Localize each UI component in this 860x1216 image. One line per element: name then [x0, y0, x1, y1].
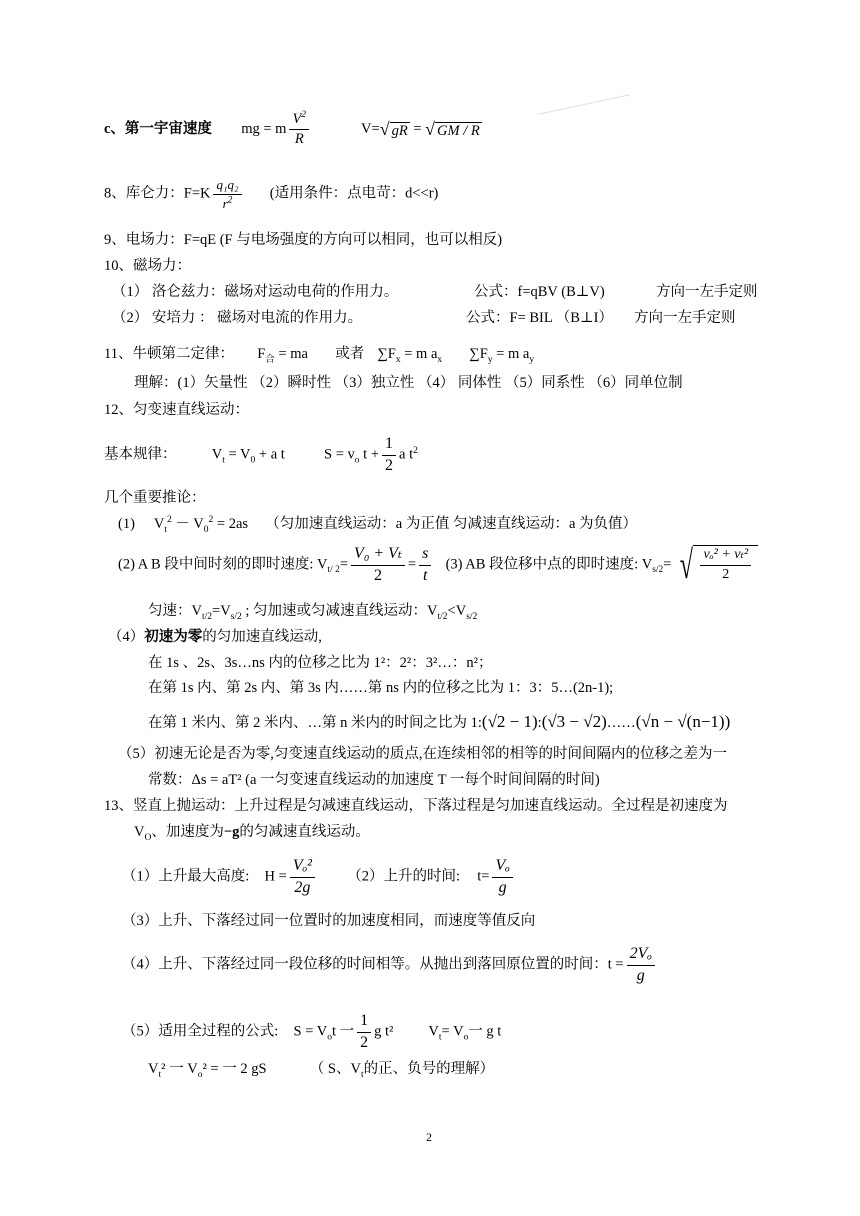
line-12: 12、匀变速直线运动： — [104, 402, 249, 418]
coulomb-label: 8、库仑力：F=K — [104, 185, 211, 202]
inference-4-3: 在第 1 米内、第 2 米内、…第 n 米内的时间之比为 1:(√2 − 1):(√3 − √2)……(√n − √(n−1)) — [148, 712, 731, 731]
sqrt-gm-r: √ GM / R — [425, 118, 480, 139]
inference-5b: 常数：Δs = aT² (a 一匀变速直线运动的加速度 T 一每个时间间隔的时间) — [148, 772, 600, 788]
inference-4-1: 在 1s 、2s、3s…ns 内的位移之比为 1²：2²：3²…：n²； — [148, 655, 493, 671]
total-time-fraction: $\frac{\text{2Vₒ}}{g}$ — [627, 946, 655, 985]
line-10: 10、磁场力： — [104, 258, 191, 274]
line-10-1: （1） 洛仑兹力：磁场对运动电荷的作用力。 — [112, 284, 399, 300]
line-13b: $V_O$、加速度为−g的匀减速直线运动。 — [134, 824, 370, 843]
line-10-2-rule: 方向一左手定则 — [634, 310, 736, 326]
line-13-1: （1）上升最大高度: H = $\frac{\text{Vₒ²}}{2g}$ （2）上升的时间: t= $\frac{\text{Vₒ}}{g}$ — [122, 858, 516, 897]
inference-2-3: (2) A B 段中间时刻的即时速度: $V_{t/ 2}=$ $\frac{\text{V₀ + Vₜ}}{2}$ = $\frac{s}{t}$ (3) AB 段位移中点的即时速度: $V_{s/2}=$ √ $\frac{\text{vₒ² + vₜ²}}{2}$ — [118, 545, 758, 585]
half-fraction-2: $\frac{1}{2}$ — [357, 1013, 371, 1052]
s-over-t: $\frac{s}{t}$ — [419, 546, 431, 585]
v-eq: V= — [361, 121, 380, 138]
mid-position-sqrt: √ $\frac{\text{vₒ² + vₜ²}}{2}$ — [671, 545, 758, 585]
line-13: 13、竖直上抛运动：上升过程是匀减速直线运动，下落过程是匀加速直线运动。全过程是初速度为 — [104, 798, 728, 814]
inference-1: (1) $V_t^2 - V_0^2 = 2as$ （匀加速直线运动：a 为正值 匀减速直线运动：a 为负值） — [118, 515, 638, 535]
equals: = — [413, 121, 422, 138]
inference-heading: 几个重要推论： — [104, 490, 206, 506]
line-13-5: （5）适用全过程的公式: $S = V_ot$ 一 $\frac{1}{2}$ g t² $V_t= V_o$一 g t — [122, 1012, 502, 1051]
basic-law-line: 基本规律： $V_t = V_0 + a$ t $S = v_o$ t + $\frac{1}{2}$ a $t^2$ — [104, 435, 418, 474]
sqrt-gr: √ gR — [379, 118, 408, 139]
coulomb-condition: (适用条件：点电苛：d<<r) — [269, 185, 439, 202]
line-9: 9、电场力：F=qE (F 与电场强度的方向可以相同，也可以相反) — [104, 232, 503, 248]
line-10-2-formula: 公式：F= BIL （B⊥I） — [466, 310, 613, 326]
inference-4: （4）初速为零的匀加速直线运动, — [108, 629, 322, 645]
first-cosmic-velocity-label: c、第一宇宙速度 — [104, 121, 212, 138]
line-10-1-rule: 方向一左手定则 — [656, 284, 758, 300]
coulomb-fraction: $\frac{\text{q₁q₂}}{r^2}$ — [213, 178, 241, 210]
line-11: 11、牛顿第二定律： $F_合$ = ma 或者 $\sum F_x = m$ $a_x$ $\sum F_y = m$ $a_y$ — [104, 346, 535, 365]
first-cosmic-velocity-line — [104, 112, 482, 147]
coulomb-line — [104, 178, 438, 210]
half-fraction: $\frac{1}{2}$ — [382, 436, 396, 475]
v2-over-r: $\frac{V^2}{R}$ — [289, 112, 309, 147]
rise-time-fraction: $\frac{\text{Vₒ}}{g}$ — [492, 858, 512, 897]
line-13-3: （3）上升、下落经过同一位置时的加速度相同，而速度等值反向 — [122, 913, 536, 929]
line-13-4: （4）上升、下落经过同一段位移的时间相等。从抛出到落回原位置的时间：t = $\frac{\text{2Vₒ}}{g}$ — [122, 946, 658, 985]
mg-text: mg = m — [241, 121, 287, 138]
line-13-6: $V_t^2$ 一 $V_o^2$ = 一 2 gS （ S、$V_t$的正、负号的理解） — [148, 1061, 495, 1080]
line-10-2: （2） 安培力 ： 磁场对电流的作用力。 — [112, 310, 363, 326]
uniform-compare: 匀速：$V_{t/2}=V_{s/2}$ ; 匀加速或匀减速直线运动：$V_{t/2}<V_{s/2}$ — [148, 603, 478, 622]
inference-5: （5）初速无论是否为零,匀变速直线运动的质点,在连续相邻的相等的时间间隔内的位移之差为一 — [118, 746, 727, 762]
page-number: 2 — [426, 1130, 432, 1144]
line-11-understanding: 理解：(1）矢量性 （2）瞬时性 （3）独立性 （4） 同体性 （5）同系性 （6）同单位制 — [134, 375, 683, 391]
line-10-1-formula: 公式：f=qBV (B⊥V) — [474, 284, 605, 300]
max-height-fraction: $\frac{\text{Vₒ²}}{2g}$ — [290, 858, 315, 897]
mid-time-fraction: $\frac{\text{V₀ + Vₜ}}{2}$ — [351, 546, 405, 585]
decorative-line — [538, 94, 630, 115]
inference-4-2: 在第 1s 内、第 2s 内、第 3s 内……第 ns 内的位移之比为 1：3：5…(2n-1); — [148, 680, 614, 696]
